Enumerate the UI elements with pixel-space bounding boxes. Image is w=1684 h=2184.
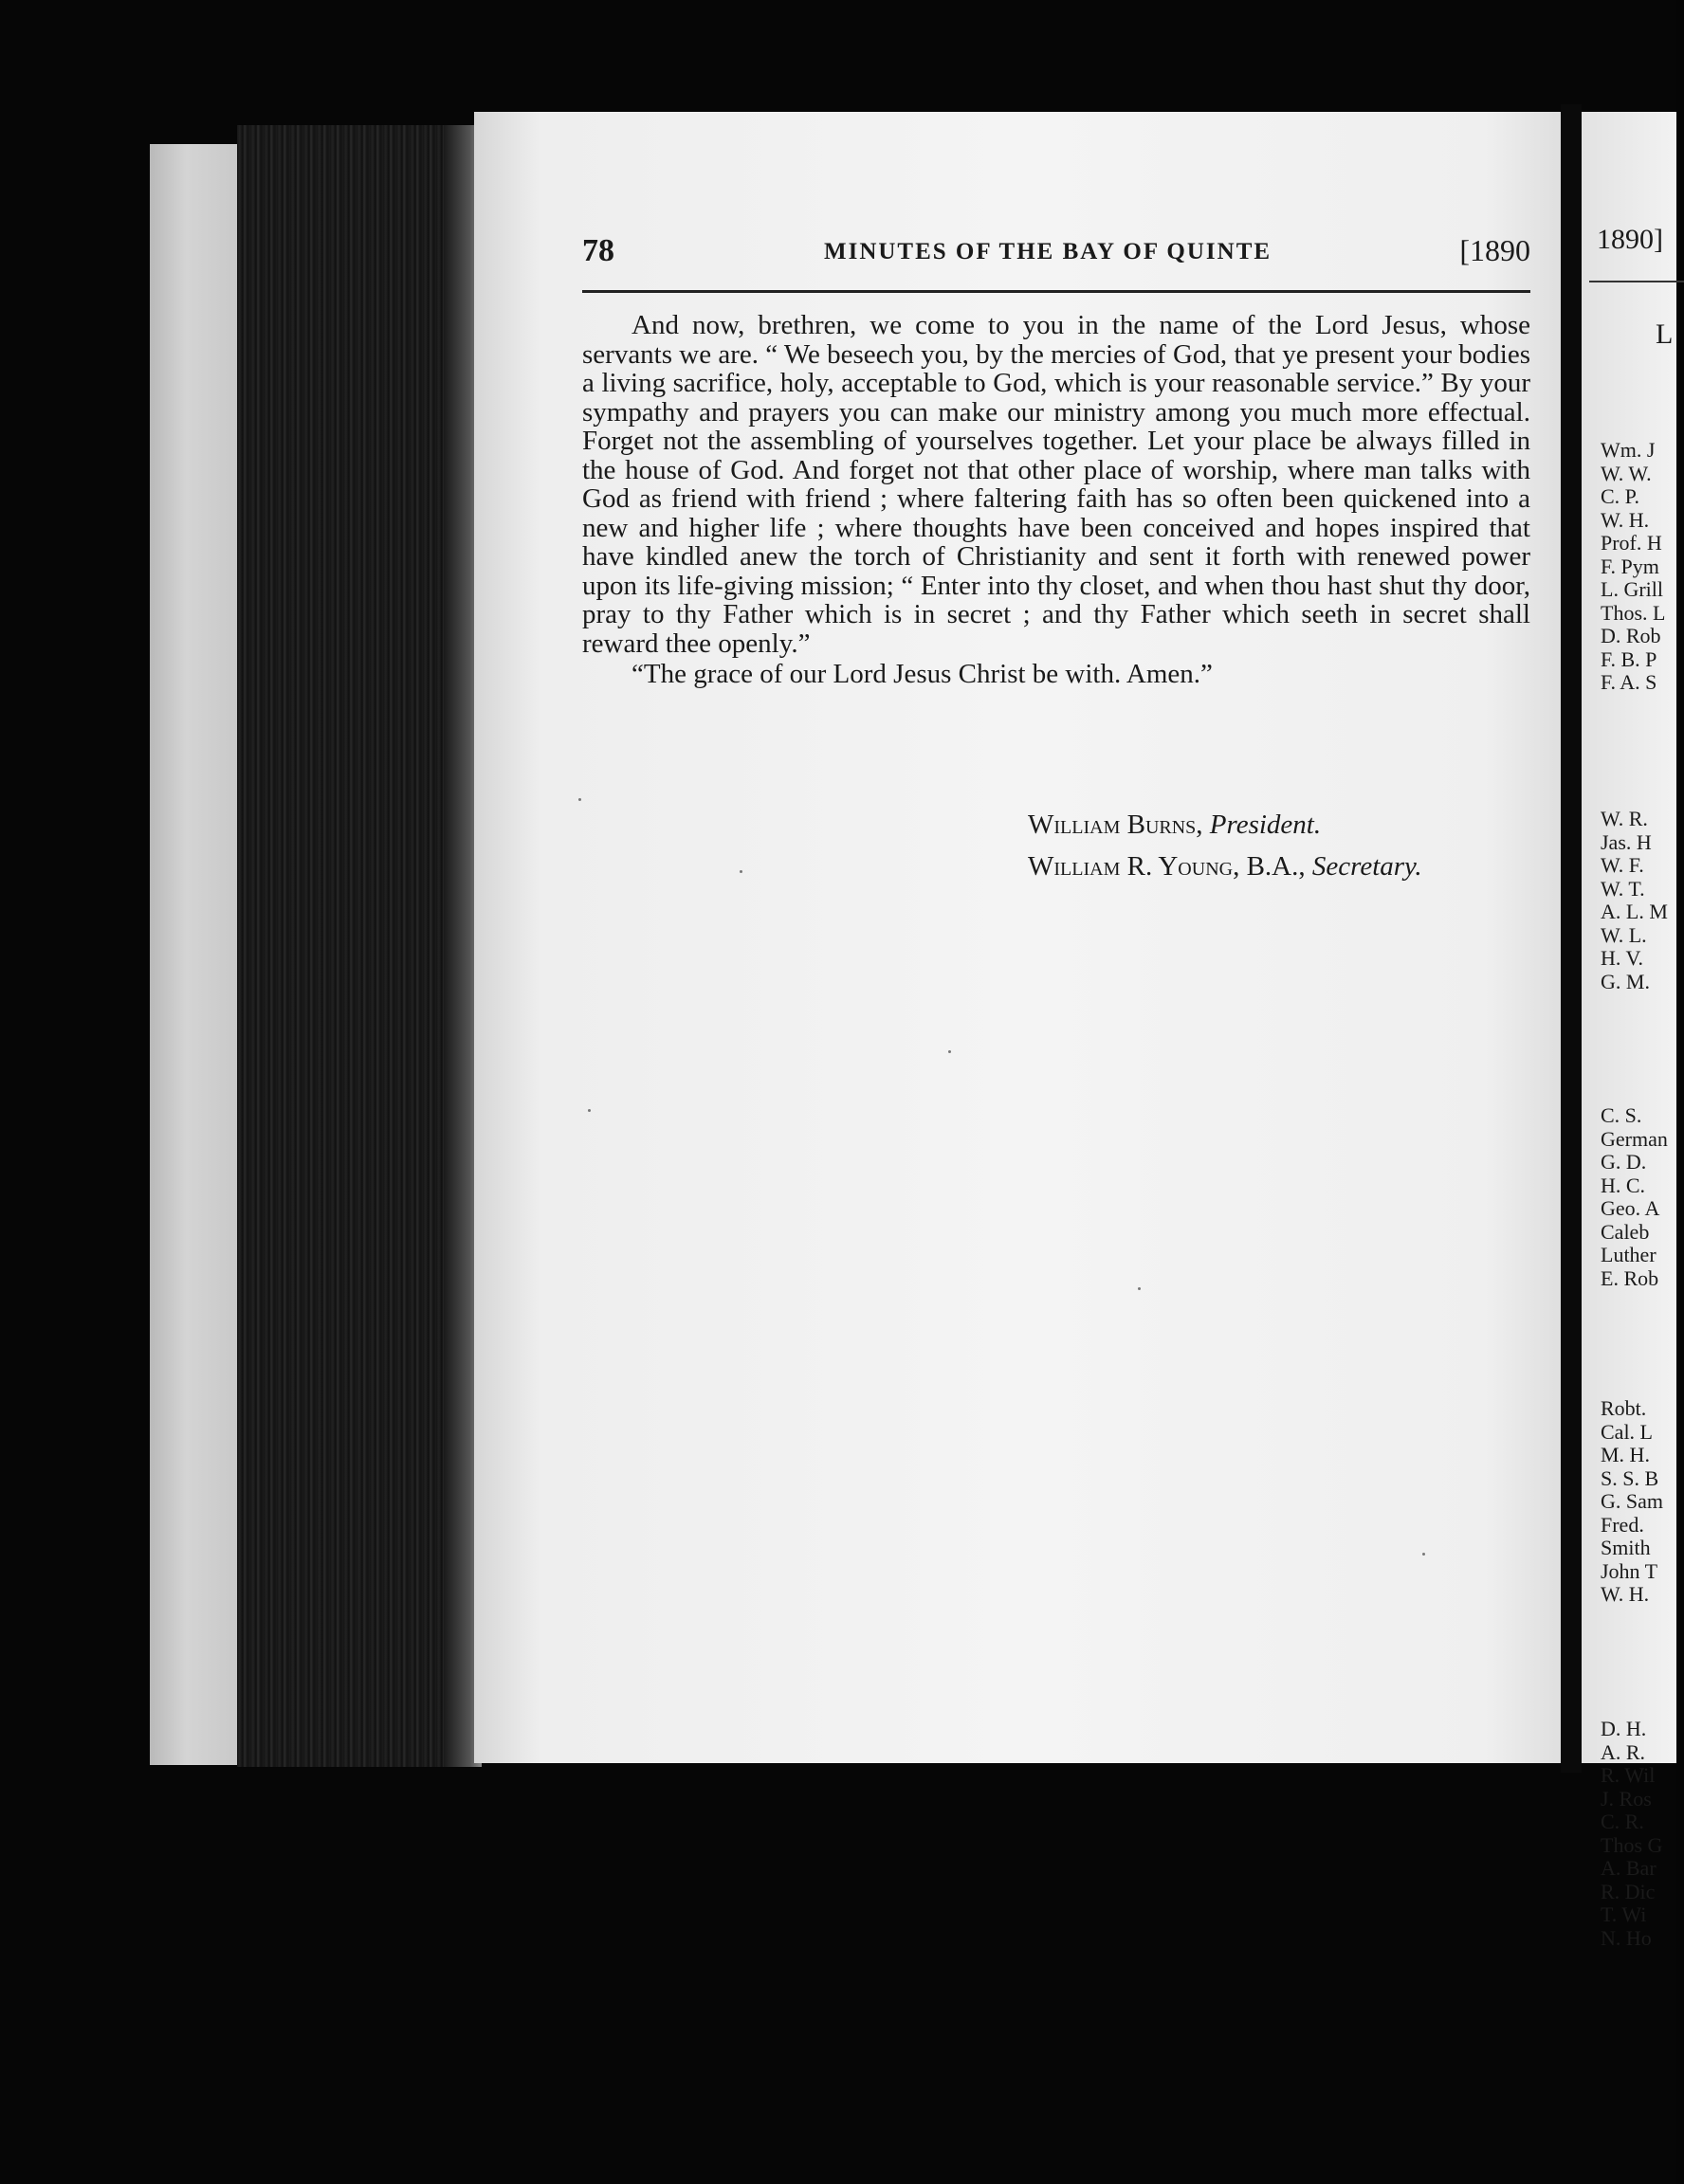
signature-title: President. [1209,810,1322,840]
facing-header-rule [1589,281,1684,282]
name-entry: G. D. [1601,1150,1647,1174]
name-entry: Jas. H [1601,829,1652,854]
name-entry: John T [1601,1558,1658,1583]
name-entry: Fred. [1601,1512,1644,1537]
name-entry: Cal. L [1601,1419,1653,1444]
name-list-group-3 [1601,1104,1668,1290]
print-speck [588,1109,591,1112]
facing-year: 1890] [1597,224,1663,255]
name-entry: H. V. [1601,946,1644,970]
name-entry: W. T. [1601,876,1645,901]
name-entry: A. R. [1601,1739,1646,1764]
name-list-group-5 [1601,1718,1662,1950]
name-entry: N. Ho [1601,1925,1652,1950]
name-entry: Smith [1601,1536,1651,1559]
name-entry: W. H. [1601,507,1650,532]
paragraph-benediction: “The grace of our Lord Jesus Christ be with. Amen.” [632,659,1213,689]
name-entry: L. Grill [1601,577,1663,601]
name-entry: Thos. L [1601,600,1666,625]
print-speck [740,870,742,873]
name-entry: C. R. [1601,1810,1644,1833]
running-title: MINUTES OF THE BAY OF QUINTE [824,239,1272,264]
name-list-group-4 [1601,1397,1663,1607]
signature-block [1028,804,1422,887]
name-entry: W. L. [1601,922,1647,947]
name-entry: Luther [1601,1243,1657,1266]
name-entry: D. Rob [1601,624,1661,647]
name-entry: F. A. S [1601,670,1657,694]
name-entry: S. S. B [1601,1465,1659,1490]
name-entry: A. Bar [1601,1856,1657,1880]
name-entry: Prof. H [1601,531,1662,555]
left-page [474,112,1574,1763]
name-entry: E. Rob [1601,1265,1659,1290]
signature-name: William Burns, [1028,810,1203,840]
name-entry: F. Pym [1601,554,1659,578]
print-speck [1138,1287,1141,1290]
paragraph-exhortation: And now, brethren, we come to you in the name of the Lord Jesus, whose servants we are. “ We beseech you, by the mercies of God, that ye present your bodies a living sacrifice, holy, acceptable to God, which is your reasonable service.” By your sympathy and prayers you can make our ministry among you much more effectual. Forget not the assembling of yourselves together. Let your place be always filled in the house of God. And forget not that other place of worship, where man talks with God as friend with friend ; where faltering faith has so often been quickened into a new and higher life ; where thoughts have been conceived and hopes inspired that have kindled anew the torch of Christianity and sent it forth with renewed power upon its life-giving mission; “ Enter into thy closet, and when thou hast shut thy door, pray to thy Father which is in secret ; and thy Father which seeth in secret shall reward thee openly.” [582,310,1530,659]
signature-president [1028,804,1422,846]
print-speck [578,798,581,801]
header-year: [1890 [1459,233,1530,267]
name-entry: German [1601,1126,1668,1151]
name-entry: Thos G [1601,1832,1663,1857]
name-entry: W. W. [1601,461,1652,485]
name-entry: C. P. [1601,484,1639,508]
signature-name: William R. Young, B.A., [1028,851,1306,882]
name-entry: R. Wil [1601,1763,1656,1787]
name-list-group-2 [1601,808,1668,993]
name-entry: J. Ros [1601,1786,1652,1811]
name-entry: Robt. [1601,1396,1647,1420]
name-entry: G. Sam [1601,1489,1663,1513]
name-entry: R. Dic [1601,1879,1656,1903]
signature-secretary [1028,846,1422,887]
signature-title: Secretary. [1311,851,1422,882]
name-entry: W. H. [1601,1582,1650,1606]
name-entry: A. L. M [1601,900,1668,923]
body-text [582,311,1530,689]
name-entry: Caleb [1601,1219,1650,1244]
name-entry: F. B. P [1601,646,1657,671]
name-entry: Wm. J [1601,438,1656,462]
page-edges [237,125,482,1767]
name-entry: D. H. [1601,1717,1647,1740]
print-speck [948,1050,951,1053]
name-entry: M. H. [1601,1443,1650,1466]
name-entry: T. Wi [1601,1902,1647,1926]
back-cover-board [150,144,241,1765]
name-entry: C. S. [1601,1103,1642,1127]
name-entry: H. C. [1601,1173,1646,1197]
name-list-group-1 [1601,439,1665,695]
print-speck [1422,1553,1425,1556]
facing-page [1582,112,1676,1950]
name-entry: W. R. [1601,807,1648,830]
name-entry: W. F. [1601,853,1644,877]
facing-heading-initial: L [1656,318,1674,350]
name-entry: G. M. [1601,969,1650,993]
page-number: 78 [582,233,614,268]
name-entry: Geo. A [1601,1196,1660,1220]
gutter [1561,104,1582,1773]
header-rule [582,290,1530,293]
page-header [582,233,1530,281]
